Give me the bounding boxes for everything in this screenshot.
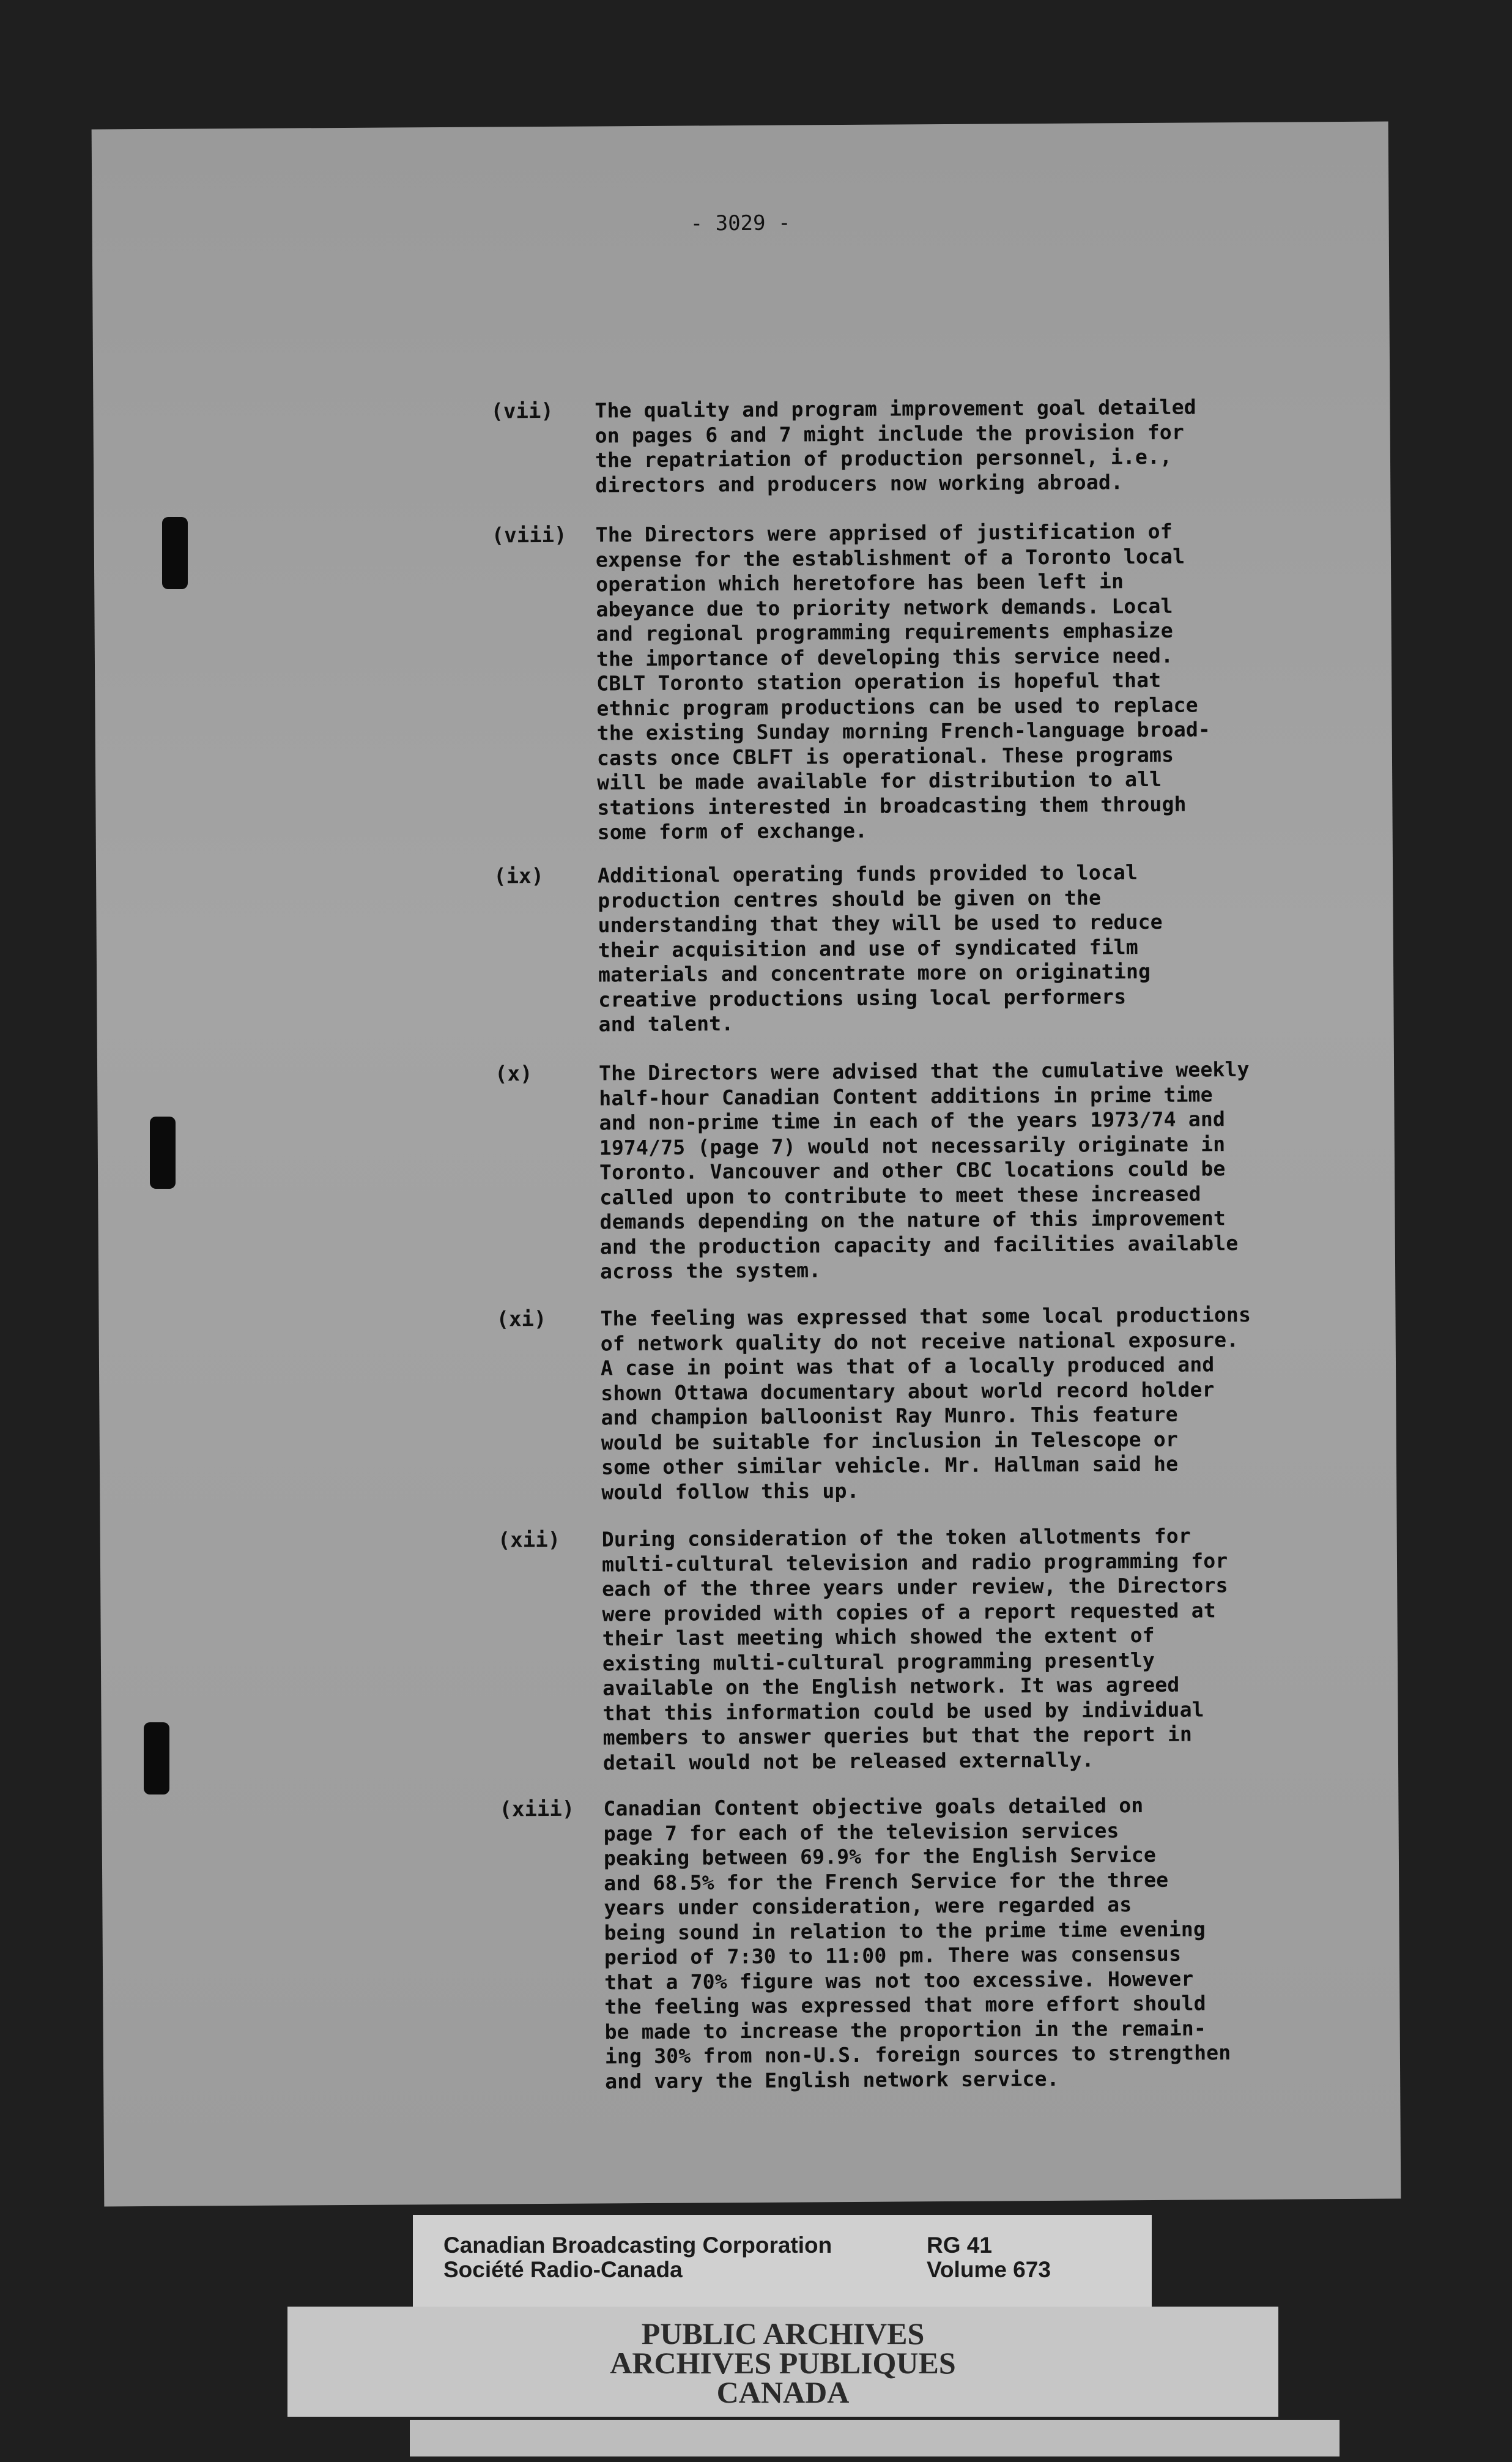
bottom-strip	[410, 2420, 1340, 2456]
stamp-line-3: CANADA	[716, 2375, 850, 2409]
list-item	[93, 394, 1390, 497]
list-item	[94, 518, 1391, 844]
punch-hole	[162, 517, 188, 589]
archive-label	[413, 2215, 1152, 2307]
archive-stamp	[287, 2307, 1278, 2417]
item-text: Canadian Content objective goals detailed on page 7 for each of the television services peaking between 69.9% for the English Service and 68.5% for the French Service for the three years under consideration, were regarded as being sound in relation to the prime time evening period of 7:30 to 11:00 pm. There was consensus that a 70% figure was not too excessive. However the feeling was expressed that more effort should be made to increase the proportion in the remain- ing 30% from non-U.S. foreign sources to strengthen and vary the English network service.	[603, 1793, 1231, 2093]
document-page	[92, 122, 1401, 2207]
item-marker: (vii)	[491, 398, 554, 424]
item-marker: (xiii)	[499, 1796, 575, 1822]
item-marker: (ix)	[493, 864, 544, 889]
org-name-fr: Société Radio-Canada	[443, 2257, 683, 2282]
item-marker: (xi)	[496, 1307, 547, 1332]
item-marker: (xii)	[497, 1527, 561, 1553]
volume-number: Volume 673	[927, 2257, 1051, 2282]
label-organization	[443, 2233, 832, 2282]
item-marker: (viii)	[491, 523, 567, 548]
list-item	[96, 859, 1393, 1036]
item-marker: (x)	[494, 1062, 533, 1087]
stamp-line-2: ARCHIVES PUBLIQUES	[610, 2346, 956, 2380]
stamp-line-1: PUBLIC ARCHIVES	[641, 2316, 925, 2351]
list-item	[98, 1302, 1395, 1504]
record-group: RG 41	[927, 2233, 992, 2258]
list-item	[97, 1057, 1394, 1284]
page-number: - 3029 -	[690, 210, 791, 236]
punch-hole	[144, 1722, 169, 1794]
item-text: The Directors were advised that the cumulative weekly half-hour Canadian Content additions in prime time and non-prime time in each of the years 1973/74 and 1974/75 (page 7) would not necessarily originate in Toronto. Vancouver and other CBC locations could be called upon to contribute to meet these increased demands depending on the nature of this improvement and the production capacity and facilities available across the system.	[598, 1057, 1250, 1284]
item-text: Additional operating funds provided to local production centres should be given on the understanding that they will be used to reduce their acquisition and use of syndicated film materials and concentrate more on originating creative productions using local performers and talent.	[597, 860, 1163, 1036]
item-text: The feeling was expressed that some local productions of network quality do not receive national exposure. A case in point was that of a locally produced and shown Ottawa documentary about world record holder and champion balloonist Ray Munro. This feature would be suitable for inclusion in Telescope or some other similar vehicle. Mr. Hallman said he would follow this up.	[600, 1302, 1251, 1504]
item-text: The quality and program improvement goal detailed on pages 6 and 7 might include the provision for the repatriation of production personnel, i.e., directors and producers now working abroad.	[595, 395, 1196, 497]
item-text: During consideration of the token allotments for multi-cultural television and radio programming for each of the three years under review, the Directors were provided with copies of a report requested at their last meeting which showed the extent of existing multi-cultural programming presently available on the English network. It was agreed that this information could be used by individual members to answer queries but that the report in detail would not be released externally.	[601, 1523, 1228, 1774]
list-item	[102, 1792, 1398, 2093]
org-name-en: Canadian Broadcasting Corporation	[443, 2233, 832, 2258]
punch-hole	[150, 1117, 176, 1189]
label-reference	[927, 2233, 1051, 2282]
item-text: The Directors were apprised of justification of expense for the establishment of a Toronto local operation which heretofore has been left in abeyance due to priority network demands. Local and regional programming requirements emphasize the importance of developing this service need. CBLT Toronto station operation is hopeful that ethnic program productions can be used to replace the existing Sunday morning French-language broad- casts once CBLFT is operational. These programs will be made available for distribution to all stations interested in broadcasting them through some form of exchange.	[595, 519, 1211, 844]
list-item	[100, 1523, 1397, 1774]
